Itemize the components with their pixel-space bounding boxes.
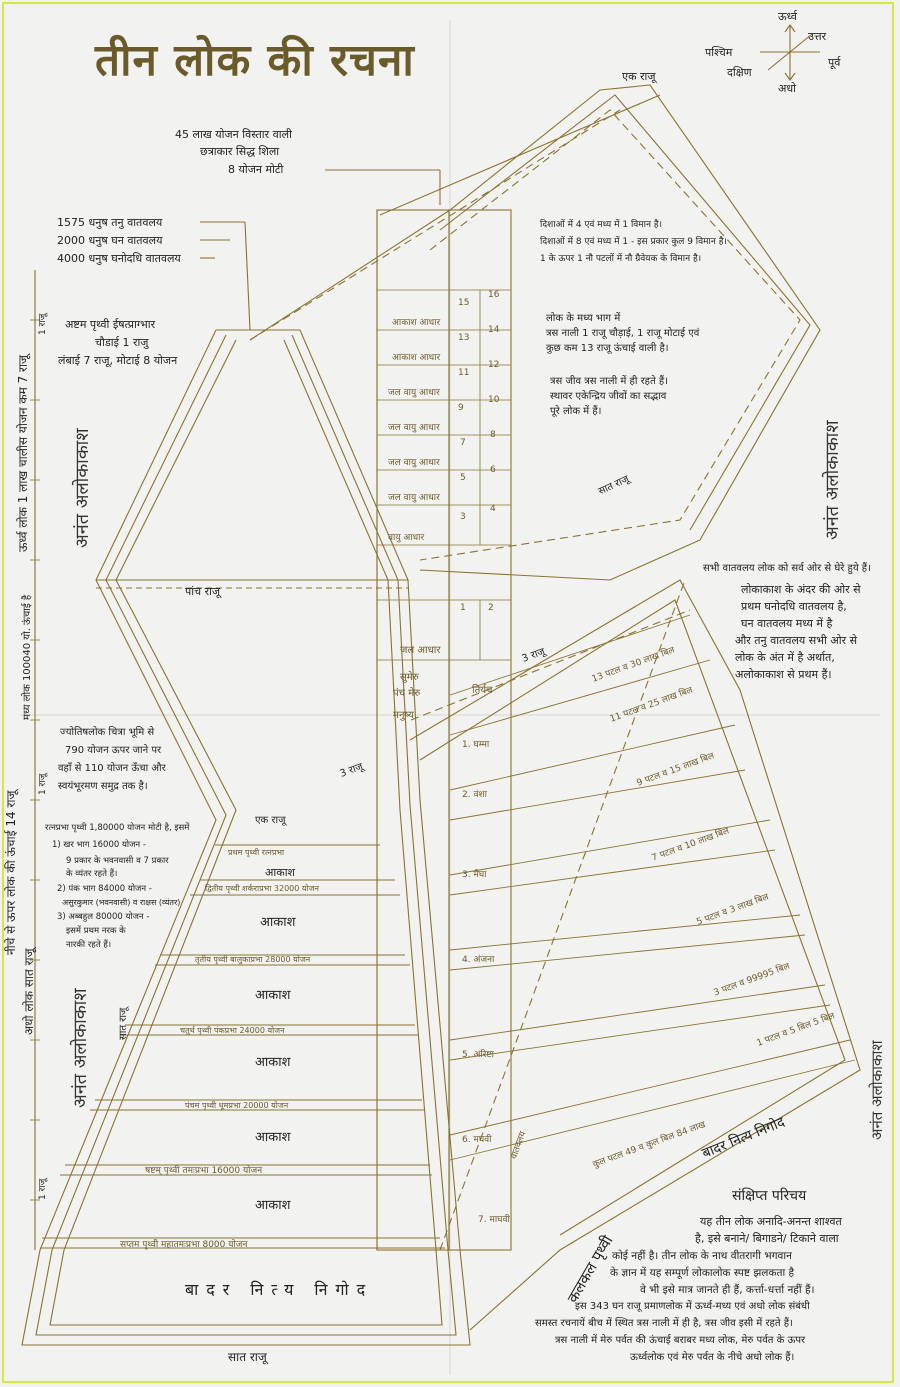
earth-name: पंचम पृथ्वी धूमप्रभा 20000 योजन — [185, 1101, 289, 1110]
compass-east-label: पूर्व — [828, 56, 841, 69]
ratnaprabha-note-line: 9 प्रकार के भवनवासी व 7 प्रकार — [66, 856, 169, 866]
heaven-number: 6 — [490, 465, 496, 475]
madhya-loka-height-label: मध्य लोक 100040 यो. ऊंचाई है — [22, 594, 33, 720]
earth-name: प्रथम पृथ्वी रत्नप्रभा — [228, 848, 285, 857]
trasjiva-note1: त्रस जीव त्रस नाली में ही रहते हैं। — [550, 376, 668, 387]
heaven-number: 12 — [488, 360, 500, 370]
heaven-number: 2 — [488, 603, 494, 613]
teen-raju-label: 3 राजू — [520, 646, 547, 665]
compass-north-label: उत्तर — [808, 30, 827, 43]
heaven-adhar-label: आकाश आधार — [392, 353, 441, 363]
heaven-adhar-label: आकाश आधार — [392, 318, 441, 328]
anant-alokakash-right: अनंत अलोकाकाश — [822, 420, 843, 540]
ratnaprabha-note-line: 2) पंक भाग 84000 योजन - — [57, 884, 152, 894]
ratnaprabha-note-line: असुरकुमार (भवनवासी) व राक्षस (व्यंतर) — [62, 898, 181, 907]
earth-akash: आकाश — [255, 1055, 291, 1070]
vatavalaya-ghan: 2000 धनुष घन वातवलय — [57, 234, 163, 247]
parichay-line: ऊर्ध्वलोक एवं मेरु पर्वत के नीचे अधो लोक हैं। — [630, 1352, 795, 1363]
parichay-line: त्रस नाली में मेरु पर्वत की ऊंचाई बराबर मध्य लोक, मेरु पर्वत के ऊपर — [555, 1335, 806, 1346]
heaven-adhar-label: जल वायु आधार — [388, 458, 440, 468]
heaven-number: 1 — [460, 603, 466, 613]
kalkal-prithvi-label: कलकल पृथ्वी — [563, 1232, 617, 1307]
earth-name: तृतीय पृथ्वी बालुकाप्रभा 28000 योजन — [195, 955, 311, 964]
tiryak-label: तिर्यच — [472, 685, 493, 696]
parichay-line: समस्त रचनायें बीच में स्थित त्रस नाली में ही है, त्रस जीव इसी में रहते हैं। — [535, 1318, 793, 1329]
ek-raju-label: एक राजू — [255, 815, 286, 826]
parichay-line: कोई नहीं है। तीन लोक के नाथ वीतरागी भगवान — [612, 1250, 792, 1262]
vatavalaya-note-line: लोकाकाश के अंदर की ओर से — [741, 583, 861, 596]
compass-west-label: पश्चिम — [705, 46, 733, 59]
naraka-patal-label: 7 पटल व 10 लाख बिल — [650, 826, 731, 864]
ratnaprabha-note-line: इसमें प्रथम नरक के — [66, 926, 126, 936]
earth-name: चतुर्थ पृथ्वी पंकप्रभा 24000 योजन — [180, 1026, 285, 1035]
earth-name: षष्टम् पृथ्वी तमःप्रभा 16000 योजन — [145, 1166, 263, 1176]
naraka-name: 3. मेघा — [462, 870, 487, 880]
trasjiva-note2: स्थावर एकेन्द्रिय जीवों का सद्भाव — [550, 391, 667, 402]
earth-akash: आकाश — [255, 1198, 291, 1213]
heaven-number: 4 — [490, 504, 496, 514]
naraka-patal-label: 13 पटल व 30 लाख बिल — [590, 645, 677, 685]
badar-nitya-nigod-bottom: बादर नित्य निगोद — [185, 1280, 374, 1299]
heaven-number: 5 — [460, 473, 466, 483]
sat-raju-cube-label: सात राजू — [596, 473, 631, 498]
jyotish-note-line: वहाँ से 110 योजन ऊँचा और — [58, 763, 166, 774]
panch-raju-label: पांच राजू — [185, 585, 221, 598]
anant-alokakash-left-top: अनंत अलोकाकाश — [72, 428, 93, 548]
raju-tick-label: 1 राजू — [38, 1178, 48, 1200]
anant-alokakash-right-bottom: अनंत अलोकाकाश — [868, 1040, 886, 1140]
teen-raju-left-label: 3 राजू — [338, 761, 365, 780]
heaven-adhar-label: जल वायु आधार — [388, 493, 440, 503]
trasjiva-note3: पूरे लोक में हैं। — [550, 406, 602, 417]
earth-name: द्वितीय पृथ्वी शर्कराप्रभा 32000 योजन — [205, 884, 319, 893]
naraka-total-label: कुल पटल 49 व कुल बिल 84 लाख — [591, 1119, 707, 1171]
vatavalaya-note-line: घन वातवलय मध्य में है — [741, 617, 833, 630]
naraka-name: 1. घम्मा — [462, 740, 490, 750]
trasnali-note2: त्रस नाली 1 राजू चौड़ाई, 1 राजू मोटाई एवं — [546, 328, 700, 339]
page-title: तीन लोक की रचना — [95, 35, 415, 86]
raju-tick-label: 1 राजू — [38, 313, 48, 335]
vatavalaya-note-line: और तनु वातवलय सभी ओर से — [735, 634, 858, 647]
parichay-line: है, इसे बनाने/ बिगाडने/ टिकाने वाला — [695, 1232, 839, 1245]
naraka-name: 4. अंजना — [462, 955, 495, 965]
heaven-adhar-label: जल वायु आधार — [388, 388, 440, 398]
naraka-patal-label: 5 पटल व 3 लाख बिल — [695, 892, 771, 928]
vatavalaya-note-line: प्रथम घनोदधि वातवलय है, — [741, 600, 847, 613]
heaven-number: 15 — [458, 298, 470, 308]
parichay-line: इस 343 घन राजू प्रमाणलोक में ऊर्ध्व-मध्य एवं अधो लोक संबंधी — [575, 1301, 810, 1312]
naraka-name: 2. वंशा — [462, 790, 487, 800]
jyotish-note-line: 790 योजन ऊपर जाने पर — [65, 745, 162, 756]
heaven-number: 7 — [460, 438, 466, 448]
vimana-note2: दिशाओं में 8 एवं मध्य में 1 - इस प्रकार कुल 9 विमान है। — [540, 237, 727, 247]
heaven-adhar-label: जल वायु आधार — [388, 423, 440, 433]
vatavalaya-note-line: अलोकाकाश से प्रथम हैं। — [735, 668, 832, 681]
panch-meru-label: पंच मेरु — [393, 688, 421, 699]
heaven-number: 10 — [488, 395, 500, 405]
heaven-number: 16 — [488, 290, 500, 300]
ishat-line2: चौडाई 1 राजु — [95, 336, 149, 349]
naraka-name: 7. माघवी — [478, 1215, 510, 1225]
heaven-number: 3 — [460, 512, 466, 522]
siddha-line3: 8 योजन मोटी — [228, 163, 284, 176]
earth-akash: आकाश — [255, 1130, 291, 1145]
ratnaprabha-note-line: 1) खर भाग 16000 योजन - — [52, 840, 146, 850]
jal-adhar-label: जल आधार — [400, 645, 441, 656]
urdhva-loka-height-label: ऊर्ध्व लोक 1 लाख चालीस योजन कम 7 राजू — [16, 355, 30, 552]
naraka-patal-label: 1 पटल व 5 बिल 5 बिल — [755, 1011, 837, 1049]
trasnali-note1: लोक के मध्य भाग में — [546, 313, 621, 324]
vatavalaya-note-line: लोक के अंत में है अर्थात, — [735, 651, 835, 664]
badar-nitya-nigod-right: बादर नित्य निगोद — [699, 1114, 788, 1162]
heaven-adhar-label: वायु आधार — [388, 533, 425, 543]
naraka-patal-label: 9 पटल व 15 लाख बिल — [635, 751, 716, 789]
compass-up-label: ऊर्ध्व — [778, 10, 797, 23]
parichay-line: के ज्ञान में यह सम्पूर्ण लोकालोक स्पष्ट झलकता है — [610, 1267, 795, 1279]
ishat-line3: लंबाई 7 राजू, मोटाई 8 योजन — [58, 354, 178, 367]
naraka-name: 5. अरिष्टा — [462, 1050, 494, 1060]
earth-akash: आकाश — [255, 988, 291, 1003]
heaven-number: 9 — [458, 403, 464, 413]
vatavalaya-bottom-label: वातवलय — [509, 1130, 529, 1161]
heaven-number: 8 — [490, 430, 496, 440]
parichay-line: यह तीन लोक अनादि-अनन्त शाश्वत — [700, 1215, 842, 1228]
total-loka-height-label: नीचे से ऊपर लोक की ऊंचाई 14 राजू — [4, 790, 18, 955]
compass-south-label: दक्षिण — [727, 66, 752, 79]
top-ek-raju-label: एक राजू — [622, 70, 656, 83]
ratnaprabha-note-line: के व्यंतर रहते हैं। — [66, 869, 118, 879]
vatavalaya-ghanodadhi: 4000 धनुष घनोदधि वातवलय — [57, 252, 181, 265]
earth-akash: आकाश — [265, 866, 296, 879]
vimana-note1: दिशाओं में 4 एवं मध्य में 1 विमान है। — [540, 220, 663, 230]
ishat-line1: अष्टम पृथ्वी ईषत्प्राग्भार — [65, 318, 156, 331]
earth-name: सप्तम पृथ्वी महातमःप्रभा 8000 योजन — [120, 1240, 248, 1250]
parichay-heading: संक्षिप्त परिचय — [732, 1188, 807, 1204]
earth-akash: आकाश — [260, 915, 296, 930]
ratnaprabha-note-line: नारकी रहते हैं। — [66, 940, 112, 950]
ratnaprabha-note-line: रत्नप्रभा पृथ्वी 1,80000 योजन मोटी है, इसमें — [45, 823, 190, 833]
sat-raju-side-label: सात राजू — [118, 1007, 129, 1040]
trasnali-note3: कुछ कम 13 राजू ऊंचाई वाली है। — [546, 343, 669, 354]
naraka-patal-label: 11 पटल व 25 लाख बिल — [608, 685, 695, 725]
parichay-line: वे भी इसे मात्र जानते ही हैं, कर्त्ता-धर्त्ता नहीं हैं। — [640, 1284, 815, 1296]
adho-loka-height-label: अधो लोक सात राजू — [22, 948, 36, 1035]
naraka-patal-label: 3 पटल व 99995 बिल — [712, 961, 792, 999]
ratnaprabha-note-line: 3) अब्बहुल 80000 योजन - — [57, 912, 150, 922]
heaven-number: 11 — [458, 368, 470, 378]
naraka-name: 6. मघवी — [462, 1135, 492, 1145]
sat-raju-bottom-label: सात राजू — [228, 1350, 267, 1364]
vimana-note3: 1 के ऊपर 1 नौ पटलों में नौ ग्रैवेयक के विमान है। — [540, 254, 702, 264]
siddha-line2: छत्राकार सिद्ध शिला — [200, 145, 280, 158]
vatavalaya-tanu: 1575 धनुष तनु वातवलय — [57, 216, 163, 229]
jyotish-note-line: ज्योतिषलोक चित्रा भूमि से — [60, 727, 155, 738]
heaven-number: 14 — [488, 325, 500, 335]
jyotish-note-line: स्वयंभूरमण समुद्र तक है। — [58, 781, 148, 792]
anant-alokakash-left-bottom: अनंत अलोकाकाश — [70, 988, 91, 1108]
sumeru-label: सुमेरु — [400, 672, 419, 683]
heaven-number: 13 — [458, 333, 470, 343]
compass-down-label: अधो — [778, 82, 797, 95]
manushya-label: मनुष्य — [393, 710, 414, 721]
siddha-line1: 45 लाख योजन विस्तार वाली — [175, 128, 292, 141]
vatavalaya-note-line: सभी वातवलय लोक को सर्व ओर से घेरे हुये हैं। — [703, 563, 871, 574]
raju-tick-label: 1 राजू — [38, 773, 48, 795]
